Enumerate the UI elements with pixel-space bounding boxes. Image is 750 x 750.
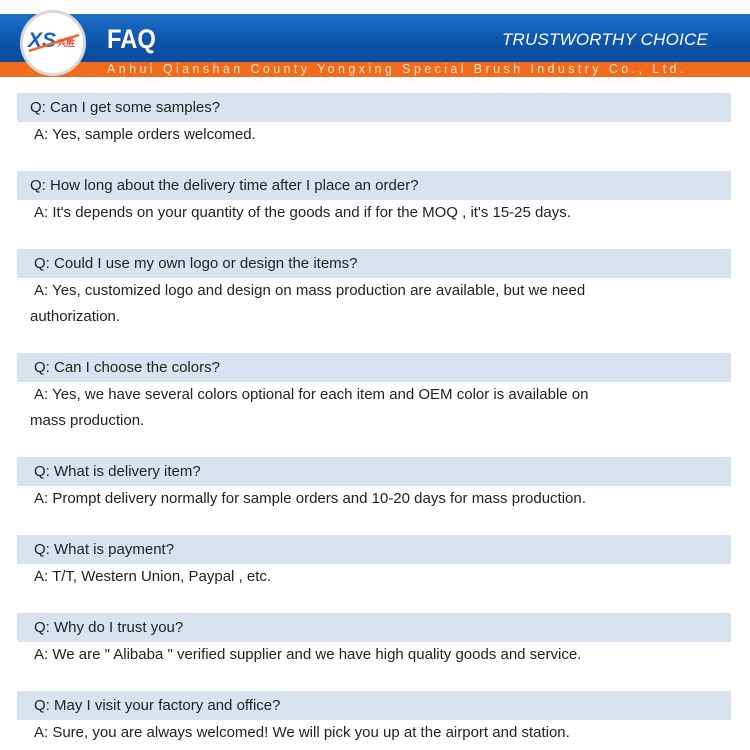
question-bar <box>17 691 731 720</box>
answer-text <box>30 564 670 590</box>
answer-line: A: Prompt delivery normally for sample orders and 10-20 days for mass production. <box>34 490 586 507</box>
answer-line: A: T/T, Western Union, Paypal , etc. <box>34 568 272 585</box>
question-text: Q: What is delivery item? <box>34 463 201 480</box>
answer-line: A: It's depends on your quantity of the goods and if for the MOQ , it's 15-25 days. <box>34 204 571 221</box>
answer-line: mass production. <box>30 412 145 429</box>
svg-text:兴胜: 兴胜 <box>57 39 76 49</box>
header-banner <box>0 14 750 62</box>
question-bar <box>17 353 731 382</box>
question-bar <box>17 93 731 122</box>
question-text: Q: Can I get some samples? <box>30 99 221 116</box>
answer-line: A: We are " Alibaba " verified supplier and we have high quality goods and service. <box>34 646 582 663</box>
svg-text:XS: XS <box>28 29 57 52</box>
answer-text <box>30 486 670 512</box>
question-text: Q: What is payment? <box>34 541 175 558</box>
company-strip <box>0 62 750 77</box>
page-title: FAQ <box>107 24 156 54</box>
answer-line: authorization. <box>30 308 121 325</box>
question-bar <box>17 171 731 200</box>
answer-text <box>30 720 670 746</box>
question-text: Q: Can I choose the colors? <box>34 359 220 376</box>
xs-logo-icon <box>27 25 81 59</box>
question-bar <box>17 457 731 486</box>
answer-line: A: Sure, you are always welcomed! We will pick you up at the airport and station. <box>34 724 570 741</box>
answer-line: A: Yes, we have several colors optional for each item and OEM color is available on <box>34 386 589 403</box>
question-text: Q: Why do I trust you? <box>34 619 184 636</box>
question-bar <box>17 613 731 642</box>
question-text: Q: Could I use my own logo or design the items? <box>34 255 358 272</box>
answer-text <box>30 382 670 434</box>
question-text: Q: May I visit your factory and office? <box>34 697 281 714</box>
answer-text <box>30 278 670 330</box>
question-bar <box>17 535 731 564</box>
answer-line: A: Yes, sample orders welcomed. <box>34 126 256 143</box>
answer-text <box>30 200 670 226</box>
tagline: TRUSTWORTHY CHOICE <box>501 30 708 49</box>
answer-text <box>30 122 670 148</box>
answer-line: A: Yes, customized logo and design on mass production are available, but we need <box>34 282 586 299</box>
company-name: Anhui Qianshan County Yongxing Special Brush Industry Co., Ltd. <box>107 62 687 76</box>
question-bar <box>17 249 731 278</box>
question-text: Q: How long about the delivery time after I place an order? <box>30 177 419 194</box>
company-logo <box>20 10 86 76</box>
answer-text <box>30 642 670 668</box>
